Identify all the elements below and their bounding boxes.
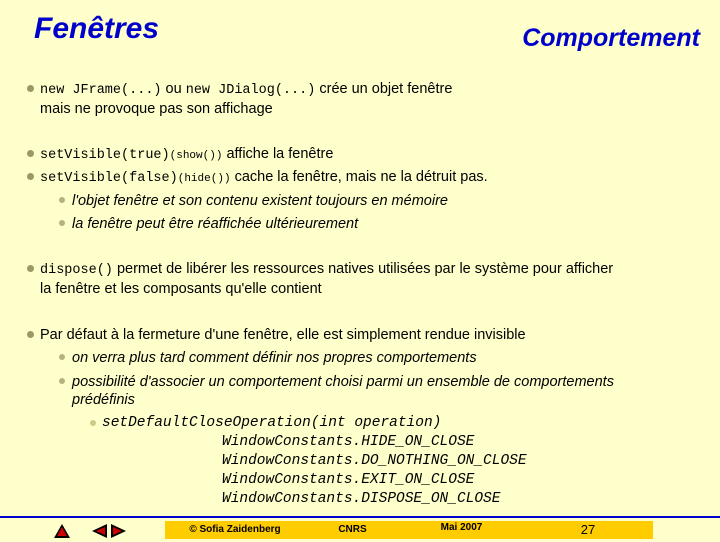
bullet-5-sub-1: on verra plus tard comment définir nos propres comportements — [72, 350, 477, 366]
bullet-5-sub-2-line2: prédéfinis — [72, 392, 135, 408]
bullet-3-sub-1: l'objet fenêtre et son contenu existent toujours en mémoire — [72, 193, 448, 209]
bullet-3 — [40, 168, 488, 188]
bullet-1 — [40, 80, 452, 118]
bullet-1-code-jframe: new JFrame(...) — [40, 83, 162, 98]
bullet-3-sub-2: la fenêtre peut être réaffichée ultérieurement — [72, 216, 359, 232]
bullet-4-line2: la fenêtre et les composants qu'elle contient — [40, 281, 322, 297]
slide-subtitle: Comportement — [522, 24, 700, 52]
bullet-2-code: setVisible(true) — [40, 148, 170, 163]
footer-date: Mai 2007 — [400, 521, 523, 539]
footer — [0, 516, 720, 542]
footer-author: © Sofia Zaidenberg — [165, 521, 305, 539]
bullet-1-code-jdialog: new JDialog(...) — [185, 83, 316, 98]
home-icon[interactable] — [52, 523, 72, 539]
method-signature: setDefaultCloseOperation(int operation) — [102, 414, 441, 434]
constant-dispose-on-close: WindowConstants.DISPOSE_ON_CLOSE — [222, 491, 501, 507]
bullet-4-text: permet de libérer les ressources natives utilisées par le système pour afficher — [112, 261, 614, 277]
bullet-1-text-ou: ou — [161, 81, 186, 97]
slide-title: Fenêtres — [34, 12, 160, 45]
bullet-4 — [40, 260, 613, 298]
page-number: 27 — [523, 521, 653, 539]
bullet-3-text: cache la fenêtre, mais ne la détruit pas. — [230, 169, 488, 185]
constant-exit-on-close: WindowConstants.EXIT_ON_CLOSE — [222, 472, 475, 488]
constant-do-nothing-on-close: WindowConstants.DO_NOTHING_ON_CLOSE — [222, 453, 527, 469]
constant-hide-on-close: WindowConstants.HIDE_ON_CLOSE — [222, 434, 475, 450]
bullet-5-sub-2 — [72, 373, 614, 409]
bullet-3-hide: (hide()) — [177, 173, 231, 185]
bullet-2 — [40, 145, 333, 165]
bullet-5-sub-2-line1: possibilité d'associer un comportement choisi parmi un ensemble de comportements — [72, 374, 614, 390]
footer-org: CNRS — [305, 521, 400, 539]
bullet-2-text: affiche la fenêtre — [222, 146, 334, 162]
bullet-3-code: setVisible(false) — [40, 171, 178, 186]
previous-icon[interactable] — [90, 523, 110, 539]
bullet-1-line2: mais ne provoque pas son affichage — [40, 101, 273, 117]
bullet-5: Par défaut à la fermeture d'une fenêtre, elle est simplement rendue invisible — [40, 327, 526, 343]
next-icon[interactable] — [108, 523, 128, 539]
bullet-1-text: crée un objet fenêtre — [315, 81, 453, 97]
bullet-4-code: dispose() — [40, 263, 113, 278]
bullet-2-show: (show()) — [169, 150, 223, 162]
